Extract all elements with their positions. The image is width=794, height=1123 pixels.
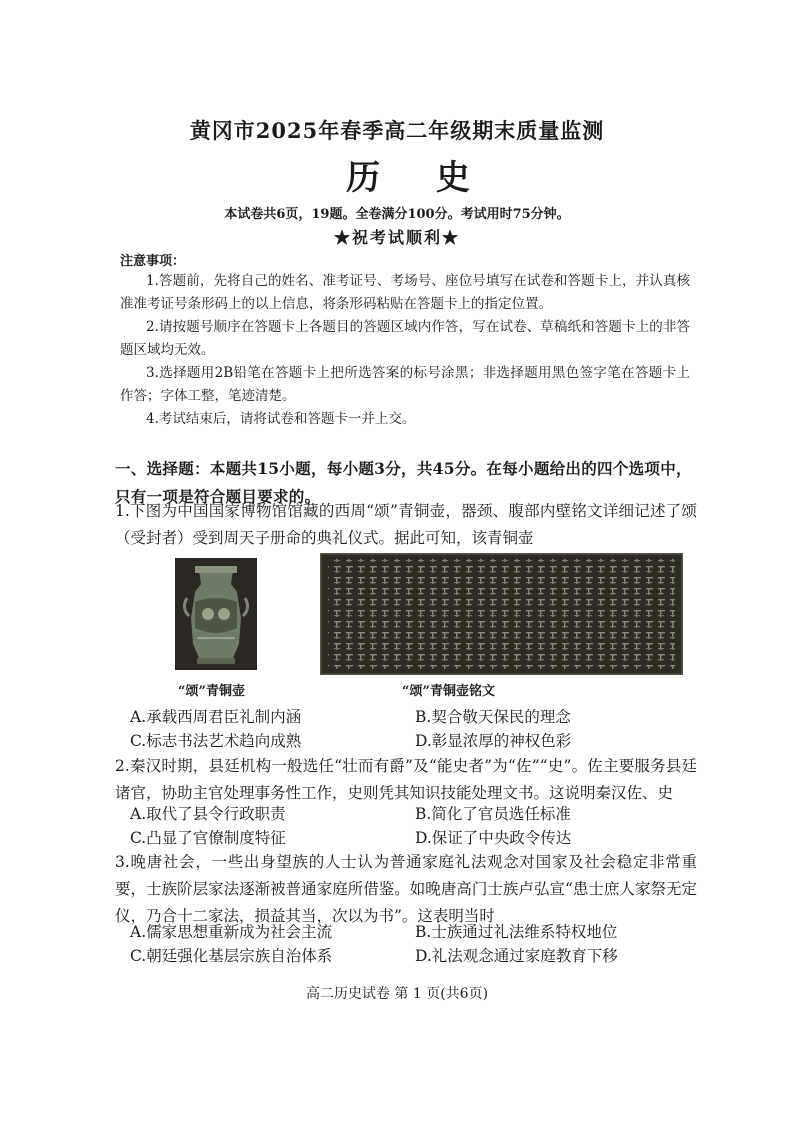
q1-option-a[interactable]: A.承载西周君臣礼制内涵	[130, 708, 302, 726]
question-1-stem: 1.下图为中国国家博物馆馆藏的西周“颂”青铜壶，器颈、腹部内壁铭文详细记述了颂（受封者）受到周天子册命的典礼仪式。据此可知，该青铜壶	[115, 502, 697, 547]
q2-option-b[interactable]: B.简化了官员选任标准	[415, 805, 571, 823]
note-item: 4.考试结束后，请将试卷和答题卡一并上交。	[146, 411, 416, 427]
q1-option-d[interactable]: D.彰显浓厚的神权色彩	[415, 732, 572, 750]
question-3-stem: 3.晚唐社会，一些出身望族的人士认为普通家庭礼法观念对国家及社会稳定非常重要，士族阶层家法逐渐被普通家庭所借鉴。如晚唐高门士族卢弘宣“患士庶人家祭无定仪，乃合十二家法，损益其当，次以为书”。这表明当时	[115, 853, 697, 925]
page-footer: 高二历史试卷 第 1 页(共6页)	[305, 986, 489, 1002]
note-item: 1.答题前，先将自己的姓名、准考证号、考场号、座位号填写在试卷和答题卡上，并认真核准准考证号条形码上的以上信息，将条形码粘贴在答题卡上的指定位置。	[120, 273, 690, 312]
blessing-banner: ★祝考试顺利★	[333, 228, 460, 247]
q2-option-a[interactable]: A.取代了县令行政职责	[130, 805, 286, 823]
inscription-texture-icon	[320, 553, 683, 675]
section-heading: 一、选择题：本题共15小题，每小题3分，共45分。在每小题给出的四个选项中，只有一项是符合题目要求的。	[115, 459, 692, 506]
note-item: 2.请按题号顺序在答题卡上各题目的答题区域内作答，写在试卷、草稿纸和答题卡上的非答题区域均无效。	[120, 319, 690, 358]
q2-option-d[interactable]: D.保证了中央政令传达	[415, 829, 572, 847]
q3-option-c[interactable]: C.朝廷强化基层宗族自治体系	[130, 947, 333, 965]
q1-option-c[interactable]: C.标志书法艺术趋向成熟	[130, 732, 302, 750]
bronze-vessel-image	[175, 558, 257, 670]
note-item: 3.选择题用2B铅笔在答题卡上把所选答案的标号涂黑；非选择题用黑色签字笔在答题卡上作答；字体工整，笔迹清楚。	[120, 365, 690, 404]
question-2-stem: 2.秦汉时期，县廷机构一般选任“壮而有爵”及“能史者”为“佐”“史”。佐主要服务县廷诸官，协助主官处理事务性工作，史则凭其知识技能处理文书。这说明秦汉佐、史	[115, 757, 697, 802]
exam-title: 黄冈市2025年春季高二年级期末质量监测	[189, 118, 605, 143]
vessel-caption: “颂”青铜壶	[178, 684, 245, 699]
q1-option-b[interactable]: B.契合敬天保民的理念	[415, 708, 571, 726]
q2-option-c[interactable]: C.凸显了官僚制度特征	[130, 829, 286, 847]
notes-heading: 注意事项：	[120, 254, 186, 269]
q3-option-a[interactable]: A.儒家思想重新成为社会主流	[130, 923, 333, 941]
subject-title: 历 史	[346, 158, 492, 198]
q3-option-d[interactable]: D.礼法观念通过家庭教育下移	[415, 947, 618, 965]
exam-info: 本试卷共6页，19题。全卷满分100分。考试用时75分钟。	[224, 207, 570, 222]
inscription-caption: “颂”青铜壶铭文	[402, 684, 495, 699]
q3-option-b[interactable]: B.士族通过礼法维系特权地位	[415, 923, 618, 941]
bronze-inscription-image	[320, 553, 683, 675]
bronze-vessel-icon	[175, 558, 257, 670]
